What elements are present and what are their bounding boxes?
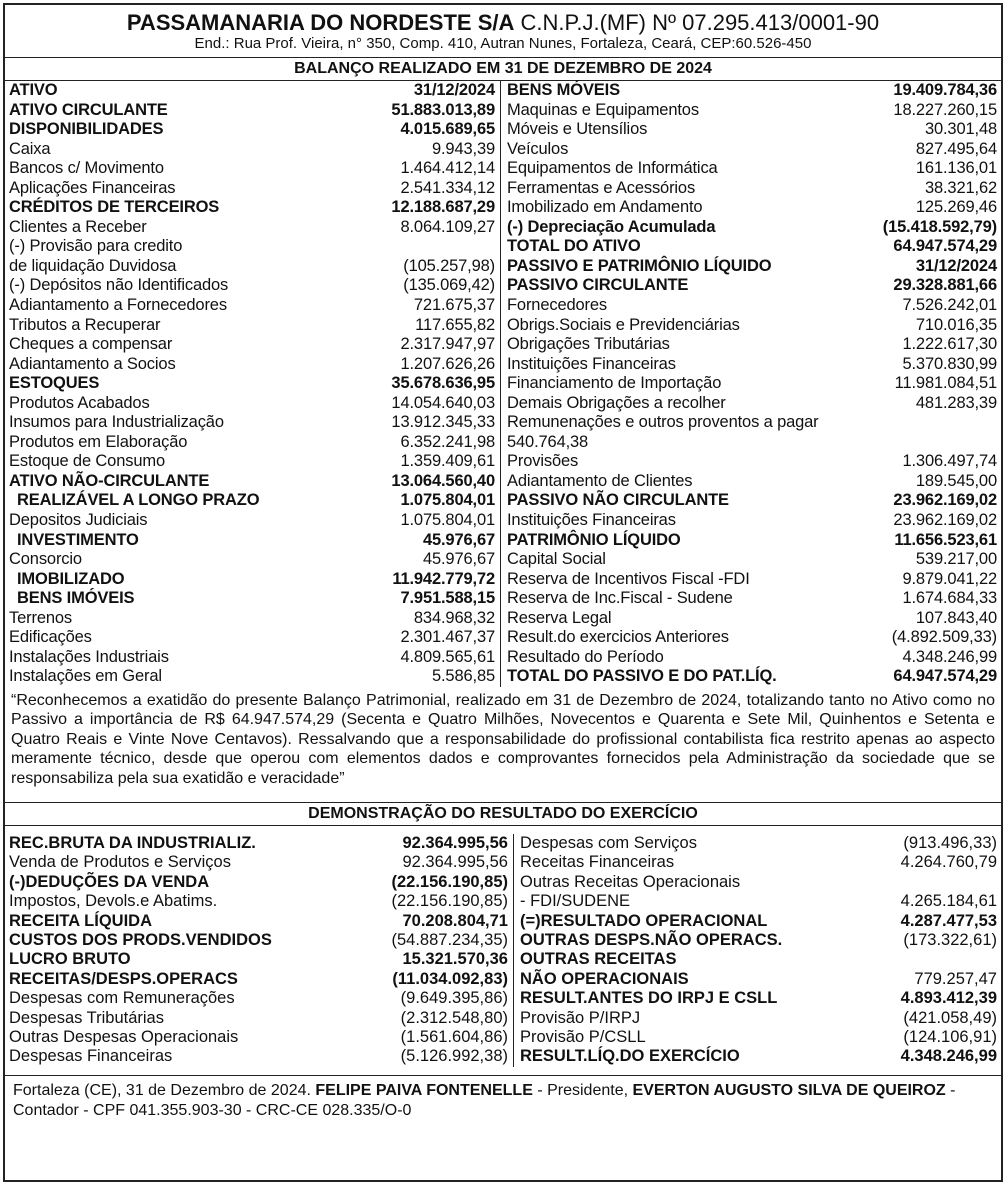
line-item [9,853,508,872]
line-item-label: (-) Provisão para credito [9,237,183,256]
line-item-label: Cheques a compensar [9,335,173,354]
line-item [9,433,495,453]
line-item-label: Despesas com Remunerações [9,989,235,1008]
line-item [9,198,495,218]
line-item-value: (4.892.509,33) [891,628,997,647]
line-item-value: 5.370.830,99 [902,354,997,373]
line-item [507,120,997,140]
line-item-value: 45.976,67 [422,550,495,569]
line-item-label: Instalações Industriais [9,647,169,666]
signature-footer [5,1075,1001,1121]
line-item-value: 2.541.334,12 [400,178,495,197]
line-item-value: 18.227.260,15 [893,100,997,119]
line-item [9,1009,508,1028]
income-left-column [9,834,514,1067]
line-item [507,413,997,433]
line-item-label: PASSIVO NÃO CIRCULANTE [507,491,729,510]
line-item-label: INVESTIMENTO [17,530,139,549]
line-item [507,198,997,218]
line-item-value: 6.352.241,98 [400,432,495,451]
line-item-label: Impostos, Devols.e Abatims. [9,892,218,911]
line-item-label: Consorcio [9,550,82,569]
line-item-value: 9.943,39 [431,139,495,158]
line-item [520,834,997,853]
line-item-value: 721.675,37 [413,296,495,315]
line-item [9,140,495,160]
line-item [9,237,495,257]
line-item-label: Aplicações Financeiras [9,178,176,197]
line-item-value: 45.976,67 [422,530,495,549]
line-item-label: Móveis e Utensílios [507,120,648,139]
line-item-label: PATRIMÔNIO LÍQUIDO [507,530,681,549]
line-item-value: 64.947.574,29 [893,667,997,686]
line-item-label: TOTAL DO ATIVO [507,237,641,256]
line-item-label: PASSIVO E PATRIMÔNIO LÍQUIDO [507,256,772,275]
line-item-value: 125.269,46 [915,198,997,217]
line-item-value: 7.526.242,01 [902,296,997,315]
line-item-value: 834.968,32 [413,608,495,627]
line-item [9,931,508,950]
line-item [9,257,495,277]
company-header [5,5,1001,53]
income-statement-title: DEMONSTRAÇÃO DO RESULTADO DO EXERCÍCIO [5,802,1001,826]
line-item-label: OUTRAS RECEITAS [520,950,677,969]
line-item [507,237,997,257]
line-item-label: de liquidação Duvidosa [9,256,177,275]
line-item [507,159,997,179]
line-item-value: 7.951.588,15 [400,589,495,608]
line-item-value: 30.301,48 [924,120,997,139]
line-item-label: Outras Receitas Operacionais [520,872,741,891]
line-item-value: 13.064.560,40 [391,471,495,490]
line-item-value: 189.545,00 [915,471,997,490]
line-item-value: 38.321,62 [924,178,997,197]
line-item-value: 31/12/2024 [915,256,997,275]
line-item-value: 1.222.617,30 [902,335,997,354]
line-item-label: Obrigs.Sociais e Previdenciárias [507,315,740,334]
line-item-value: 779.257,47 [914,969,997,988]
line-item-label: BENS IMÓVEIS [17,589,135,608]
line-item-value: (421.058,49) [903,1008,997,1027]
line-item-value: 92.364.995,56 [402,853,508,872]
line-item [9,374,495,394]
company-address: End.: Rua Prof. Vieira, n° 350, Comp. 410, Autran Nunes, Fortaleza, Ceará, CEP:60.526-450 [194,35,812,52]
accountant-declaration: “Reconhecemos a exatidão do presente Balanço Patrimonial, realizado em 31 de Dezembro de 2024, totalizando tanto no Ativo como no Passivo a importância de R$ 64.947.574,29 (Secenta e Quatro Milhões, Novecentos e Quarenta e Sete Mil, Quinhentos e Setenta e Quatro Reais e Vinte Nove Centavos). Ressalvando que a responsabilidade do profissional contabilista fica restrito apenas ao aspecto meramente técnico, desde que operou com elementos dados e comprovantes fornecidos pela Administração da sociedade que se responsabiliza pela sua exatidão e veracidade” [11,691,995,787]
line-item-label: Obrigações Tributárias [507,335,670,354]
line-item-label: CRÉDITOS DE TERCEIROS [9,198,220,217]
line-item [520,853,997,872]
line-item-label: Despesas com Serviços [520,833,697,852]
line-item [9,628,495,648]
line-item-value: (54.887.234,35) [391,931,508,950]
line-item-value: 1.075.804,01 [400,511,495,530]
line-item [9,570,495,590]
line-item [520,912,997,931]
line-item-value: (22.156.190,85) [391,872,508,891]
line-item [507,433,997,453]
line-item-label: REALIZÁVEL A LONGO PRAZO [17,491,260,510]
line-item-value: 1.075.804,01 [400,491,495,510]
company-name: PASSAMANARIA DO NORDESTE S/A [126,10,515,35]
line-item [507,257,997,277]
line-item [507,589,997,609]
line-item [9,413,495,433]
line-item-label: (=)RESULTADO OPERACIONAL [520,911,768,930]
line-item [507,101,997,121]
line-item-value: 481.283,39 [915,393,997,412]
line-item [507,316,997,336]
line-item [9,873,508,892]
line-item [9,589,495,609]
line-item-value: 827.495,64 [915,139,997,158]
line-item-value: 23.962.169,02 [893,511,997,530]
income-statement-columns [5,834,1001,1067]
line-item-label: ATIVO CIRCULANTE [9,100,168,119]
line-item [9,81,495,101]
line-item-label: Despesas Tributárias [9,1008,164,1027]
line-item-value: (105.257,98) [403,256,495,275]
line-item-label: Provisão P/IRPJ [520,1008,641,1027]
line-item [507,179,997,199]
line-item-value: (124.106,91) [903,1028,997,1047]
line-item-label: NÃO OPERACIONAIS [520,969,689,988]
line-item-value: 117.655,82 [415,315,495,334]
line-item-label: ATIVO [9,81,58,99]
line-item-label: Receitas Financeiras [520,853,675,872]
line-item-label: ATIVO NÃO-CIRCULANTE [9,471,210,490]
line-item-value: 23.962.169,02 [893,491,997,510]
line-item [9,531,495,551]
line-item [507,140,997,160]
line-item-value: 11.656.523,61 [894,530,997,549]
line-item-value: 1.359.409,61 [400,452,495,471]
line-item-value: 539.217,00 [915,550,997,569]
line-item-label: Adiantamento de Clientes [507,471,693,490]
line-item-value: 4.348.246,99 [900,1047,997,1066]
line-item [520,931,997,950]
line-item [507,628,997,648]
line-item [520,1009,997,1028]
line-item-label: Veículos [507,139,569,158]
line-item-label: BENS MÓVEIS [507,81,620,99]
line-item-label: Ferramentas e Acessórios [507,178,696,197]
line-item-label: Resultado do Período [507,647,664,666]
line-item-value: (11.034.092,83) [392,969,508,988]
president-name: FELIPE PAIVA FONTENELLE [315,1081,533,1099]
line-item [507,81,997,101]
line-item [9,989,508,1008]
balance-title: BALANÇO REALIZADO EM 31 DE DEZEMBRO DE 2024 [5,57,1001,81]
line-item-value: 13.912.345,33 [391,413,495,432]
line-item-value: 35.678.636,95 [391,374,495,393]
line-item-label: Bancos c/ Movimento [9,159,164,178]
line-item [507,296,997,316]
line-item [9,179,495,199]
line-item [507,355,997,375]
line-item-label: Adiantamento a Fornecedores [9,296,227,315]
line-item-value: 9.879.041,22 [902,569,997,588]
line-item-value: 29.328.881,66 [893,276,997,295]
line-item [9,970,508,989]
line-item [9,1047,508,1066]
line-item [507,491,997,511]
line-item [9,892,508,911]
line-item [9,472,495,492]
line-item-label: Outras Despesas Operacionais [9,1028,239,1047]
line-item-label: DISPONIBILIDADES [9,120,164,139]
line-item-label: Financiamento de Importação [507,374,722,393]
line-item-label: Produtos Acabados [9,393,150,412]
line-item [9,335,495,355]
line-item-label: Reserva de Inc.Fiscal - Sudene [507,589,733,608]
line-item-label: Depositos Judiciais [9,511,148,530]
line-item-value: 1.207.626,26 [400,354,495,373]
line-item [9,648,495,668]
line-item-label: Reserva Legal [507,608,612,627]
line-item [507,511,997,531]
line-item-value: (5.126.992,38) [400,1047,508,1066]
line-item-value: 107.843,40 [915,608,997,627]
line-item-value: (9.649.395,86) [400,989,508,1008]
line-item-label: Remunenações e outros proventos a pagar [507,413,819,432]
line-item-value: 1.464.412,14 [400,159,495,178]
line-item-label: (-) Depreciação Acumulada [507,217,716,236]
line-item-value: 11.981.084,51 [894,374,997,393]
line-item-label: Instalações em Geral [9,667,162,686]
line-item [520,970,997,989]
line-item-value: (135.069,42) [403,276,495,295]
line-item [507,218,997,238]
balance-columns [5,81,1001,687]
line-item [520,950,997,969]
line-item-label: Equipamentos de Informática [507,159,718,178]
line-item-value: 1.674.684,33 [902,589,997,608]
line-item-value: 70.208.804,71 [402,911,508,930]
line-item [507,550,997,570]
line-item-value: (913.496,33) [903,833,997,852]
line-item [9,218,495,238]
line-item [9,120,495,140]
line-item-label: - FDI/SUDENE [520,892,631,911]
line-item-label: Reserva de Incentivos Fiscal -FDI [507,569,750,588]
line-item [507,472,997,492]
line-item [9,550,495,570]
line-item [9,355,495,375]
assets-column [9,81,501,687]
line-item-label: REC.BRUTA DA INDUSTRIALIZ. [9,833,256,852]
line-item-value: 1.306.497,74 [902,452,997,471]
line-item-value: 161.136,01 [915,159,997,178]
line-item-label: Fornecedores [507,296,608,315]
line-item [9,1028,508,1047]
line-item [9,159,495,179]
line-item-label: (-)DEDUÇÕES DA VENDA [9,872,210,891]
line-item-value: 4.015.689,65 [400,120,495,139]
accountant-info: - Contador - CPF 041.355.903-30 - CRC-CE 028.335/O-0 [13,1081,956,1119]
line-item-label: PASSIVO CIRCULANTE [507,276,689,295]
line-item-label: Provisões [507,452,579,471]
line-item-value: 5.586,85 [431,667,495,686]
line-item-label: Terrenos [9,608,72,627]
line-item-value: 4.809.565,61 [400,647,495,666]
line-item-label: Estoque de Consumo [9,452,165,471]
line-item-label: TOTAL DO PASSIVO E DO PAT.LÍQ. [507,667,777,686]
line-item-value: 8.064.109,27 [400,217,495,236]
line-item [9,296,495,316]
line-item [507,609,997,629]
line-item-value: (22.156.190,85) [391,892,508,911]
line-item-label: Maquinas e Equipamentos [507,100,699,119]
line-item-label: Edificações [9,628,92,647]
line-item-value: 2.317.947,97 [400,335,495,354]
liabilities-column [501,81,997,687]
line-item [9,667,495,687]
line-item-label: Result.do exercicios Anteriores [507,628,729,647]
line-item [507,374,997,394]
line-item [9,452,495,472]
line-item-label: IMOBILIZADO [17,569,125,588]
line-item-label: Venda de Produtos e Serviços [9,853,231,872]
line-item-label: Caixa [9,139,51,158]
line-item-value: 51.883.013,89 [391,100,495,119]
line-item-label: Produtos em Elaboração [9,432,188,451]
company-title-line [5,11,1001,35]
line-item-value: 4.348.246,99 [902,647,997,666]
president-role: - Presidente, [532,1081,633,1099]
line-item [9,834,508,853]
line-item-label: Tributos a Recuperar [9,315,161,334]
line-item-value: (2.312.548,80) [400,1008,508,1027]
line-item-value: 15.321.570,36 [402,950,508,969]
line-item [9,609,495,629]
line-item-value: 19.409.784,36 [893,81,997,99]
line-item-label: Instituições Financeiras [507,354,676,373]
line-item-value: 2.301.467,37 [400,628,495,647]
line-item [507,335,997,355]
place-date: Fortaleza (CE), 31 de Dezembro de 2024. [13,1081,316,1099]
line-item [9,101,495,121]
line-item-value: 11.942.779,72 [392,569,495,588]
line-item-label: LUCRO BRUTO [9,950,131,969]
line-item [520,892,997,911]
line-item [507,531,997,551]
line-item-label: Clientes a Receber [9,217,147,236]
line-item-label: Despesas Financeiras [9,1047,173,1066]
line-item [520,1028,997,1047]
line-item [520,989,997,1008]
line-item-value: (1.561.604,86) [400,1028,508,1047]
line-item-label: Imobilizado em Andamento [507,198,703,217]
line-item [520,873,997,892]
line-item-label: RECEITA LÍQUIDA [9,911,152,930]
line-item-value: 4.265.184,61 [900,892,997,911]
line-item [507,667,997,687]
line-item-value: 4.287.477,53 [900,911,997,930]
line-item-label: Demais Obrigações a recolher [507,393,726,412]
line-item [9,912,508,931]
line-item-value: (15.418.592,79) [882,217,997,236]
line-item-label: RECEITAS/DESPS.OPERACS [9,969,238,988]
line-item [9,394,495,414]
line-item-value: 64.947.574,29 [893,237,997,256]
line-item-value: (173.322,61) [903,931,997,950]
line-item [507,276,997,296]
line-item-value: 14.054.640,03 [391,393,495,412]
line-item [507,648,997,668]
line-item [9,276,495,296]
line-item [9,511,495,531]
line-item [9,316,495,336]
company-cnpj: C.N.P.J.(MF) Nº 07.295.413/0001-90 [520,10,880,35]
line-item-label: Adiantamento a Socios [9,354,176,373]
accountant-name: EVERTON AUGUSTO SILVA DE QUEIROZ [632,1081,946,1099]
line-item [520,1047,997,1066]
line-item-label: 540.764,38 [507,432,589,451]
line-item [507,394,997,414]
line-item-label: CUSTOS DOS PRODS.VENDIDOS [9,931,272,950]
line-item-label: (-) Depósitos não Identificados [9,276,229,295]
line-item [507,452,997,472]
line-item-value: 12.188.687,29 [391,198,495,217]
line-item-value: 92.364.995,56 [402,833,508,852]
line-item-label: Capital Social [507,550,606,569]
line-item-label: RESULT.ANTES DO IRPJ E CSLL [520,989,778,1008]
line-item [9,950,508,969]
line-item [9,491,495,511]
line-item-label: Insumos para Industrialização [9,413,224,432]
line-item-label: OUTRAS DESPS.NÃO OPERACS. [520,931,783,950]
balance-sheet-publication [3,3,1003,1182]
line-item-value: 31/12/2024 [413,81,495,99]
line-item-label: Provisão P/CSLL [520,1028,646,1047]
income-right-column [514,834,997,1067]
line-item-label: Instituições Financeiras [507,511,676,530]
line-item-value: 4.264.760,79 [900,853,997,872]
line-item-label: RESULT.LÍQ.DO EXERCÍCIO [520,1047,740,1066]
line-item [507,570,997,590]
line-item-value: 710.016,35 [915,315,997,334]
line-item-label: ESTOQUES [9,374,100,393]
line-item-value: 4.893.412,39 [900,989,997,1008]
